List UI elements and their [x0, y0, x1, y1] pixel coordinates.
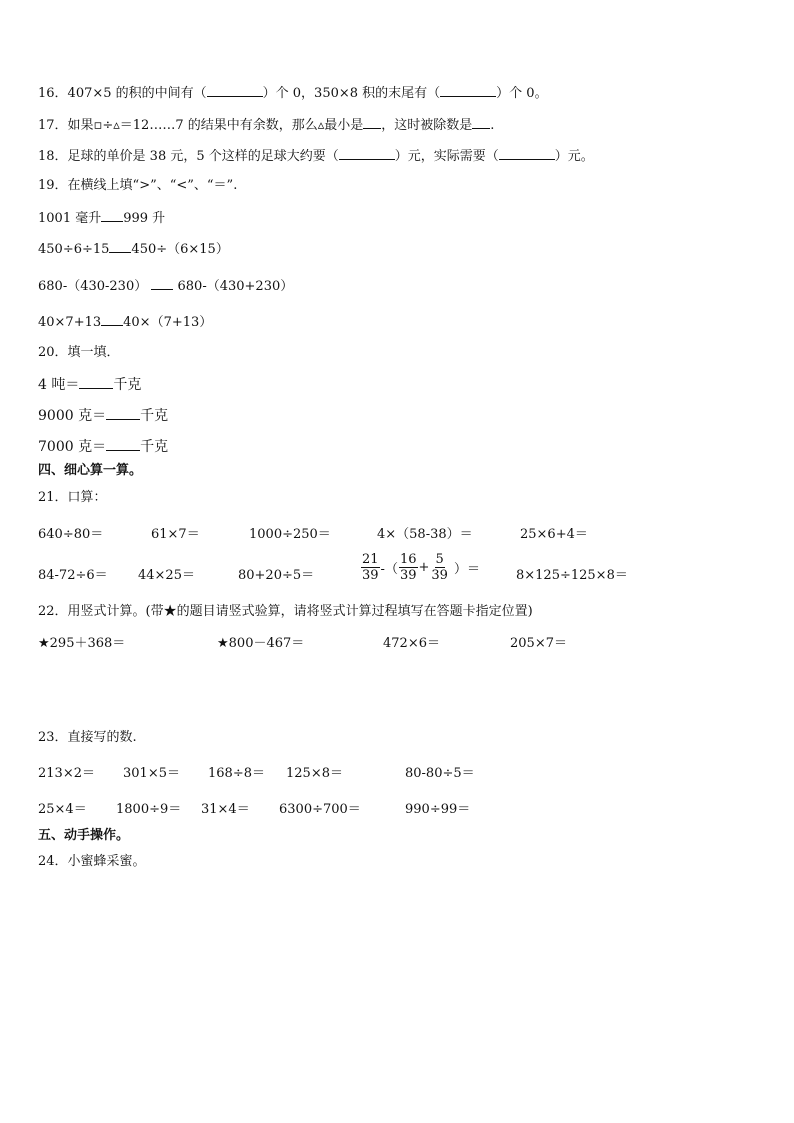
- q16-text-b: ）个 0，350×8 积的末尾有（: [262, 86, 441, 101]
- q16-text-a: 16．407×5 的积的中间有（: [38, 86, 207, 101]
- comparison-blank[interactable]: [109, 240, 131, 253]
- question-16: [38, 84, 548, 102]
- direct-answer-item: 990÷99＝: [405, 802, 471, 817]
- oral-calc-item: 80+20÷5＝: [238, 568, 315, 583]
- conversion-blank[interactable]: [106, 438, 140, 451]
- section-heading: 五、动手操作。: [38, 828, 130, 843]
- comparison-right: 40×（7+13）: [123, 315, 213, 330]
- question-21-title: 21．口算：: [38, 490, 107, 505]
- comparison-left: 1001 毫升: [38, 211, 102, 226]
- conversion-left: 7000 克＝: [38, 439, 107, 455]
- question-19-title: 19．在横线上填“>”、“<”、“＝”.: [38, 178, 238, 193]
- direct-answer-item: 80-80÷5＝: [405, 766, 475, 781]
- direct-answer-item: 213×2＝: [38, 766, 95, 781]
- comparison-item: [38, 209, 165, 227]
- comparison-right: 680-（430+230）: [177, 279, 294, 294]
- question-23-title: 23．直接写的数.: [38, 730, 137, 745]
- comparison-blank[interactable]: [101, 313, 123, 326]
- oral-calc-item: 1000÷250＝: [249, 527, 331, 542]
- comparison-item: [38, 240, 229, 258]
- oral-calc-item: 44×25＝: [138, 568, 195, 583]
- answer-blank[interactable]: [499, 147, 555, 160]
- answer-blank[interactable]: [207, 84, 263, 97]
- conversion-item: [38, 407, 168, 424]
- q16-text-c: ）个 0。: [496, 86, 548, 101]
- operator: +: [418, 560, 430, 575]
- fraction: [361, 552, 380, 583]
- comparison-right: 999 升: [123, 211, 166, 226]
- question-17: [38, 116, 494, 134]
- comparison-left: 40×7+13: [38, 315, 102, 330]
- question-18: [38, 147, 594, 165]
- oral-calc-item: 61×7＝: [151, 527, 200, 542]
- question-24-title: 24．小蜜蜂采蜜。: [38, 854, 146, 869]
- conversion-item: [38, 376, 141, 393]
- comparison-left: 450÷6÷15: [38, 242, 110, 257]
- fraction-expression: [360, 552, 480, 583]
- q17-text-b: ，这时被除数是: [381, 118, 473, 133]
- vertical-calc-item: ★295＋368＝: [38, 636, 126, 651]
- conversion-left: 9000 克＝: [38, 408, 107, 424]
- question-20-title: 20．填一填．: [38, 345, 120, 360]
- fraction-numerator: 21: [362, 552, 379, 567]
- fraction: [399, 552, 418, 583]
- conversion-unit: 千克: [140, 439, 169, 455]
- direct-answer-item: 25×4＝: [38, 802, 87, 817]
- oral-calc-item: 84-72÷6＝: [38, 568, 108, 583]
- direct-answer-item: 301×5＝: [123, 766, 180, 781]
- comparison-item: [38, 313, 212, 331]
- comparison-item: [38, 277, 293, 295]
- direct-answer-item: 6300÷700＝: [279, 802, 361, 817]
- conversion-unit: 千克: [140, 408, 169, 424]
- fraction-denominator: 39: [431, 568, 448, 583]
- operator: -（: [380, 562, 398, 577]
- oral-calc-item: 8×125÷125×8＝: [516, 568, 628, 583]
- q17-text-c: .: [490, 118, 495, 133]
- comparison-right: 450÷（6×15）: [131, 242, 229, 257]
- answer-blank[interactable]: [363, 116, 381, 129]
- comparison-blank[interactable]: [151, 277, 173, 290]
- vertical-calc-item: 472×6＝: [383, 636, 440, 651]
- q17-text-a: 17．如果▫÷▵＝12……7 的结果中有余数，那么▵最小是: [38, 118, 364, 133]
- vertical-calc-item: 205×7＝: [510, 636, 567, 651]
- fraction-denominator: 39: [362, 568, 379, 583]
- conversion-unit: 千克: [113, 377, 142, 393]
- fraction-numerator: 5: [435, 552, 444, 567]
- oral-calc-item: 25×6+4＝: [520, 527, 588, 542]
- section-heading: 四、细心算一算。: [38, 463, 143, 478]
- answer-blank[interactable]: [472, 116, 490, 129]
- q18-text-b: ）元，实际需要（: [394, 149, 499, 164]
- direct-answer-item: 31×4＝: [201, 802, 250, 817]
- q18-text-c: ）元。: [554, 149, 594, 164]
- direct-answer-item: 125×8＝: [286, 766, 343, 781]
- conversion-blank[interactable]: [106, 407, 140, 420]
- direct-answer-item: 168÷8＝: [208, 766, 265, 781]
- fraction: [430, 552, 449, 583]
- comparison-left: 680-（430-230）: [38, 279, 148, 294]
- q18-text-a: 18．足球的单价是 38 元，5 个这样的足球大约要（: [38, 149, 339, 164]
- vertical-calc-item: ★800－467＝: [217, 636, 305, 651]
- conversion-blank[interactable]: [79, 376, 113, 389]
- conversion-item: [38, 438, 168, 455]
- direct-answer-item: 1800÷9＝: [116, 802, 182, 817]
- question-22-title: 22．用竖式计算。(带★的题目请竖式验算，请将竖式计算过程填写在答题卡指定位置): [38, 604, 533, 619]
- fraction-denominator: 39: [399, 568, 417, 583]
- conversion-left: 4 吨＝: [38, 377, 80, 393]
- oral-calc-item: 4×（58-38）＝: [377, 527, 473, 542]
- answer-blank[interactable]: [440, 84, 496, 97]
- comparison-blank[interactable]: [101, 209, 123, 222]
- fraction-numerator: 16: [399, 552, 417, 567]
- oral-calc-item: 640÷80＝: [38, 527, 104, 542]
- answer-blank[interactable]: [339, 147, 395, 160]
- operator: ）＝: [453, 562, 480, 577]
